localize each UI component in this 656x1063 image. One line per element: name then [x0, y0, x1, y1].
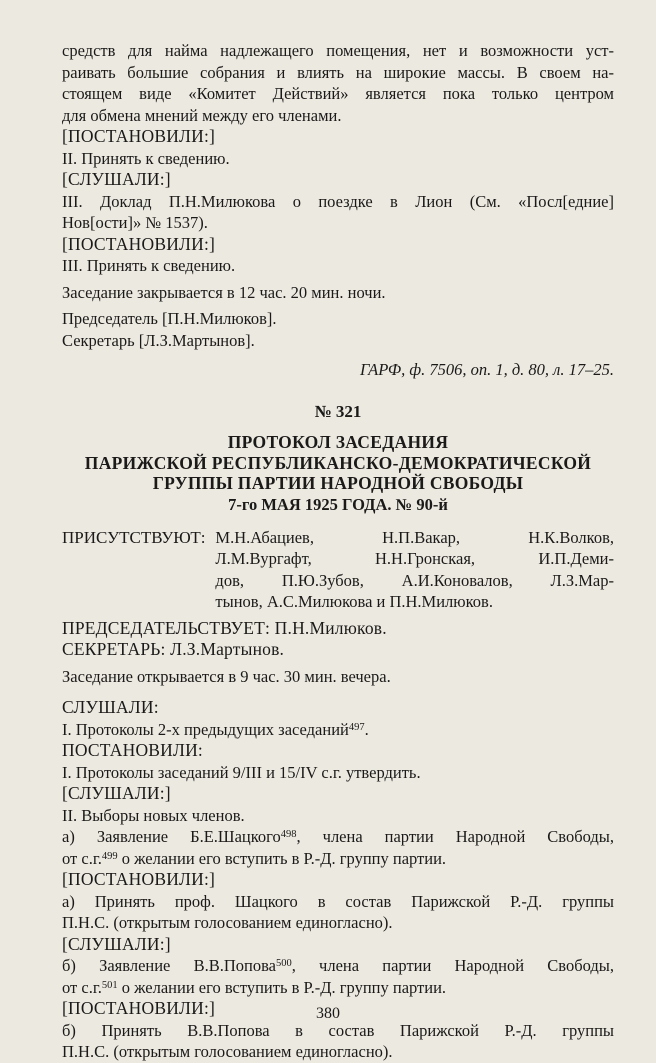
archive-reference: ГАРФ, ф. 7506, оп. 1, д. 80, л. 17–25. [359, 360, 614, 379]
attendance-list [215, 527, 614, 613]
text-line: а) Принять проф. Шацкого в состав Парижской Р.-Д. группы [62, 891, 614, 911]
text-line: от с.г.$^{499}$ о желании его вступить в Р.-Д. группу партии. [62, 848, 447, 868]
footnote-ref: 498 [280, 829, 297, 840]
attendance-label: ПРИСУТСТВУЮТ: [62, 527, 206, 547]
section-label: ПОСТАНОВИЛИ: [62, 740, 203, 760]
text-line: стоящем виде «Комитет Действий» является пока только центром [62, 84, 614, 103]
attendee-line: Л.М.Вургафт, Н.Н.Гронская, И.П.Деми- [215, 549, 614, 568]
text-line: а) Заявление Б.Е.Шацкого$^{498}$, члена партии Народной Свободы, [62, 827, 614, 846]
opening-line: Заседание открывается в 9 час. 30 мин. вечера. [62, 666, 391, 686]
heading-line: ПРОТОКОЛ ЗАСЕДАНИЯ [227, 432, 449, 452]
secretary-signature: Секретарь [Л.З.Мартынов]. [62, 330, 255, 350]
document-number: № 321 [314, 401, 362, 421]
section-label: СЛУШАЛИ: [62, 697, 159, 717]
text-line: П.Н.С. (открытым голосованием единогласно). [62, 1042, 393, 1061]
text-line: III. Доклад П.Н.Милюкова о поездке в Лион (См. «Посл[едние] [62, 191, 614, 211]
text-line: П.Н.С. (открытым голосованием единогласно). [62, 913, 393, 932]
secretary-line: СЕКРЕТАРЬ: Л.З.Мартынов. [62, 639, 285, 659]
text-line: от с.г.$^{501}$ о желании его вступить в Р.-Д. группу партии. [62, 977, 447, 997]
heading-line: ПАРИЖСКОЙ РЕСПУБЛИКАНСКО-ДЕМОКРАТИЧЕСКОЙ [84, 452, 592, 473]
text-line: средств для найма надлежащего помещения, нет и возможности уст- [62, 41, 614, 60]
text-line: б) Заявление В.В.Попова$^{500}$, члена партии Народной Свободы, [62, 956, 614, 975]
text-line: II. Выборы новых членов. [62, 805, 245, 825]
text-line: б) Принять В.В.Попова в состав Парижской Р.-Д. группы [62, 1020, 614, 1040]
section-label: [ПОСТАНОВИЛИ:] [62, 998, 216, 1018]
text-line: I. Протоколы заседаний 9/III и 15/IV с.г. утвердить. [62, 762, 421, 782]
protocol-date: 7-го МАЯ 1925 ГОДА. № 90-й [228, 494, 448, 514]
section-label: [СЛУШАЛИ:] [62, 169, 171, 189]
chair-signature: Председатель [П.Н.Милюков]. [62, 309, 277, 328]
section-label: [СЛУШАЛИ:] [62, 783, 171, 803]
section-label: [ПОСТАНОВИЛИ:] [62, 126, 216, 146]
text-line: для обмена мнений между его членами. [62, 105, 342, 125]
attendee-line: дов, П.Ю.Зубов, А.И.Коновалов, Л.З.Мар- [215, 570, 614, 590]
footnote-ref: 500 [275, 958, 292, 969]
footnote-ref: 499 [101, 850, 118, 862]
attendance-block [62, 527, 614, 613]
text-line: II. Принять к сведению. [62, 148, 230, 168]
attendee-line: тынов, А.С.Милюкова и П.Н.Милюков. [215, 592, 493, 611]
presiding-line: ПРЕДСЕДАТЕЛЬСТВУЕТ: П.Н.Милюков. [62, 617, 387, 638]
closing-line: Заседание закрывается в 12 час. 20 мин. ночи. [62, 282, 386, 302]
intro-paragraph [62, 40, 614, 126]
previous-protocol-decisions [62, 126, 614, 351]
footnote-ref: 501 [101, 979, 118, 991]
heading-line: ГРУППЫ ПАРТИИ НАРОДНОЙ СВОБОДЫ [152, 473, 524, 493]
page-number: 380 [316, 1005, 340, 1022]
section-label: [ПОСТАНОВИЛИ:] [62, 869, 216, 889]
text-line: III. Принять к сведению. [62, 256, 236, 275]
text-line: раивать большие собрания и влиять на широкие массы. В своем на- [62, 62, 614, 82]
text-line: Нов[ости]» № 1537). [62, 213, 208, 232]
footnote-ref: 497 [348, 721, 365, 733]
protocol-heading [62, 432, 614, 494]
section-label: [СЛУШАЛИ:] [62, 933, 171, 954]
text-line: I. Протоколы 2-х предыдущих заседаний$^{497}$. [62, 719, 369, 739]
attendee-line: М.Н.Абациев, Н.П.Вакар, Н.К.Волков, [215, 527, 614, 547]
section-label: [ПОСТАНОВИЛИ:] [62, 233, 216, 254]
